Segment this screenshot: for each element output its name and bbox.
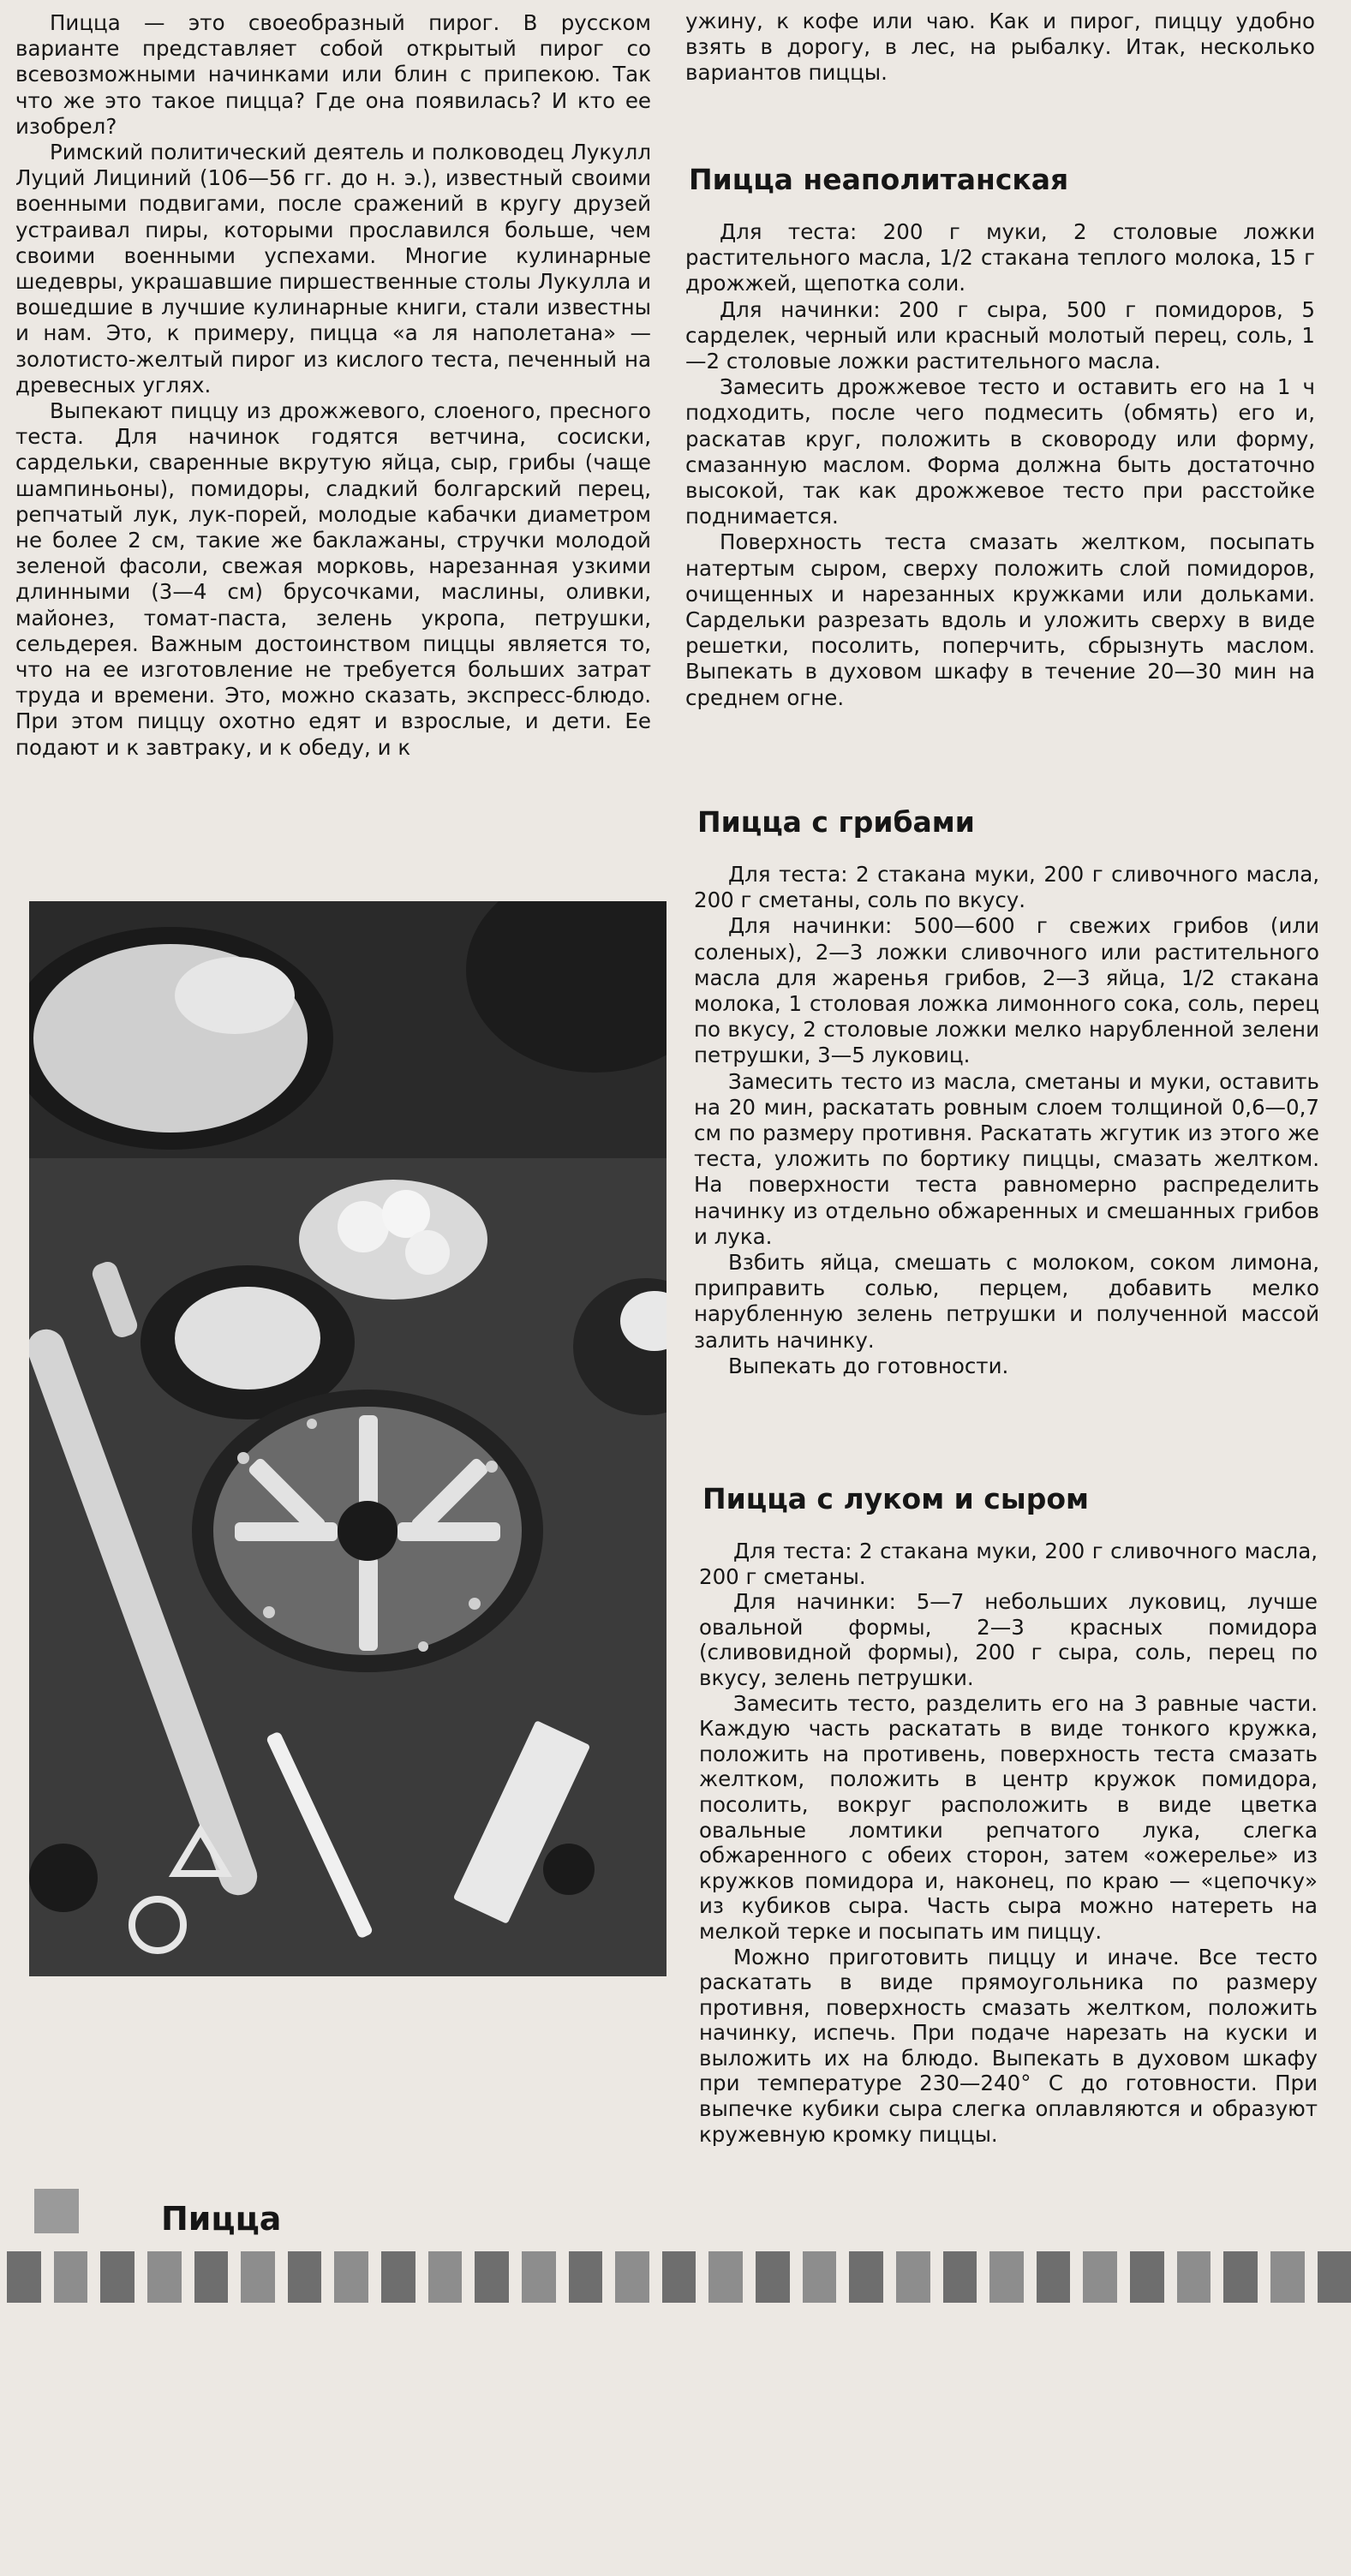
intro-column [15,10,651,761]
print-color-strip [0,2251,1351,2313]
recipe-paragraph: Можно приготовить пиццу и иначе. Все тесто раскатать в виде прямоугольника по размеру противня, поверхность смазать желтком, положить начинку, испечь. При подаче нарезать на куски и выложить их на блюдо. Выпекать в духовом шкафу при температуре 230—240° С до готовности. При выпечке кубики сыра слегка оплавляются и образуют кружевную кромку пиццы. [699,1944,1318,2147]
recipe-paragraph: Для начинки: 5—7 небольших луковиц, лучше овальной формы, 2—3 красных помидора (сливовидной формы), 200 г сыра, соль, перец по вкусу, зелень петрушки. [699,1589,1318,1690]
intro-continuation-paragraph: ужину, к кофе или чаю. Как и пирог, пиццу удобно взять в дорогу, в лес, на рыбалку. Итак, несколько вариантов пиццы. [685,9,1315,86]
print-registration-mark [34,2189,79,2233]
intro-paragraph: Выпекают пиццу из дрожжевого, слоеного, пресного теста. Для начинок годятся ветчина, сосиски, сардельки, сваренные вкрутую яйца, сыр, грибы (чаще шампиньоны), помидоры, сладкий болгарский перец, репчатый лук, лук-порей, молодые кабачки диаметром не более 2 см, такие же баклажаны, стручки молодой зеленой фасоли, свежая морковь, нарезанная узкими длинными (3—4 см) брусочками, маслины, оливки, майонез, томат-паста, зелень укропа, петрушки, сельдерея. Важным достоинством пиццы является то, что на ее изготовление не требуется больших затрат труда и времени. Это, можно сказать, экспресс-блюдо. При этом пиццу охотно едят и взрослые, и дети. Ее подают и к завтраку, и к обеду, и к [15,398,651,760]
recipe-neapolitan [685,163,1315,711]
pizza-photo-illustration [29,901,667,1976]
pizza-photo [29,901,667,2576]
recipe-paragraph: Замесить дрожжевое тесто и оставить его на 1 ч подходить, после чего подмесить (обмять) его и, раскатав круг, положить в сковороду или форму, смазанную маслом. Форма должна быть достаточно высокой, так как дрожжевое тесто при расстойке поднимается. [685,374,1315,529]
intro-paragraph: Римский политический деятель и полководец Лукулл Луций Лициний (106—56 гг. до н. э.), известный своими военными подвигами, после сражений в кругу друзей устраивал пиры, которыми прославился больше, чем своими военными успехами. Многие кулинарные шедевры, украшавшие пиршественные столы Лукулла и вошедшие в лучшие кулинарные книги, стали известны и нам. Это, к примеру, пицца «а ля наполетана» — золотисто-желтый пирог из кислого теста, печенный на древесных углях. [15,140,651,397]
recipe-paragraph: Выпекать до готовности. [728,1353,1009,1378]
recipe-paragraph: Взбить яйца, смешать с молоком, соком лимона, приправить солью, перцем, добавить мелко нарубленную зелень петрушки и полученной массой залить начинку. [694,1250,1319,1353]
photo-caption: Пицца [161,2200,282,2238]
recipe-paragraph: Поверхность теста смазать желтком, посыпать натертым сыром, сверху положить слой помидоров, очищенных и нарезанных кружками или дольками. Сардельки разрезать вдоль и уложить сверху в виде решетки, посолить, поперчить, сбрызнуть маслом. Выпекать в духовом шкафу в течение 20—30 мин на среднем огне. [685,529,1315,710]
recipe-paragraph: Для теста: 2 стакана муки, 200 г сливочного масла, 200 г сметаны, соль по вкусу. [694,862,1319,913]
recipe-title: Пицца с луком и сыром [702,1482,1089,1515]
recipe-onion-cheese [699,1482,1318,2147]
recipe-paragraph: Для начинки: 500—600 г свежих грибов (или соленых), 2—3 ложки сливочного или растительного масла для жаренья грибов, 2—3 яйца, 1/2 стакана молока, 1 столовая ложка лимонного сока, соль, перец по вкусу, 2 столовые ложки мелко нарубленной зелени петрушки, 3—5 луковиц. [694,913,1319,1068]
recipe-title: Пицца с грибами [697,805,975,839]
recipe-paragraph: Для теста: 200 г муки, 2 столовые ложки растительного масла, 1/2 стакана теплого молока, 15 г дрожжей, щепотка соли. [685,219,1315,296]
recipe-paragraph: Замесить тесто из масла, сметаны и муки, оставить на 20 мин, раскатать ровным слоем толщиной 0,6—0,7 см по размеру противня. Раскатать жгутик из этого же теста, уложить по бортику пиццы, смазать желтком. На поверхности теста равномерно распределить начинку из отдельно обжаренных и смешанных грибов и лука. [694,1068,1319,1249]
intro-paragraph: Пицца — это своеобразный пирог. В русском варианте представляет собой открытый пирог со всевозможными начинками или блин с припекою. Так что же это такое пицца? Где она появилась? И кто ее изобрел? [15,10,651,139]
intro-continuation [685,9,1315,87]
recipe-paragraph: Замесить тесто, разделить его на 3 равные части. Каждую часть раскатать в виде тонкого кружка, положить на противень, поверхность теста смазать желтком, положить в центр кружок помидора, посолить, вокруг расположить в виде цветка овальные ломтики репчатого лука, слегка обжаренного с обеих сторон, затем «ожерелье» из кружков помидора и, наконец, по краю — «цепочку» из кубиков сыра. Часть сыра можно натереть на мелкой терке и посыпать им пиццу. [699,1690,1318,1944]
recipe-paragraph: Для начинки: 200 г сыра, 500 г помидоров, 5 сарделек, черный или красный молотый перец, соль, 1—2 столовые ложки растительного масла. [685,296,1315,374]
recipe-title: Пицца неаполитанская [689,163,1069,196]
recipe-paragraph: Для теста: 2 стакана муки, 200 г сливочного масла, 200 г сметаны. [699,1539,1318,1589]
recipe-mushrooms [694,805,1319,1379]
